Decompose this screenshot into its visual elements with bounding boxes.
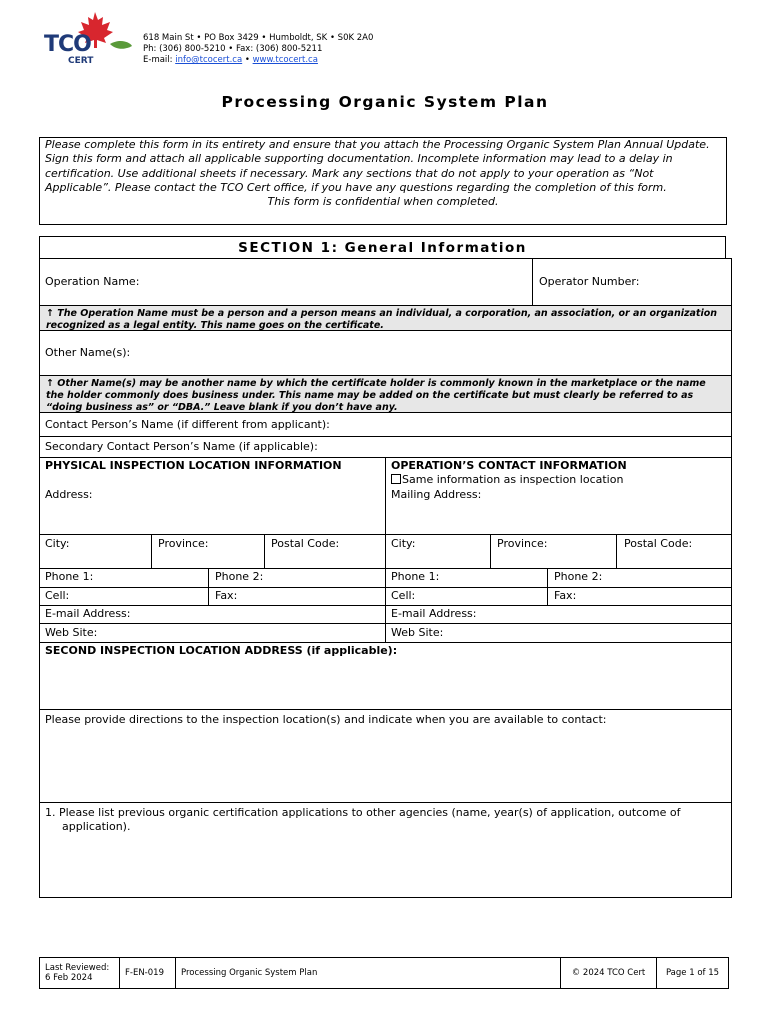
contact-person-label: Contact Person’s Name (if different from applicant):	[45, 418, 330, 431]
physical-phone1-label: Phone 1:	[45, 570, 94, 583]
org-address: 618 Main St • PO Box 3429 • Humboldt, SK • S0K 2A0	[143, 33, 374, 43]
section-1-heading: SECTION 1: General Information	[39, 236, 726, 258]
footer-form-code: F-EN-019	[120, 958, 176, 989]
physical-phone2-label: Phone 2:	[215, 570, 264, 583]
footer-reviewed-date: 6 Feb 2024	[45, 973, 93, 983]
footer-reviewed-label: Last Reviewed:	[45, 963, 110, 973]
mailing-fax-label: Fax:	[554, 589, 577, 602]
directions-label: Please provide directions to the inspection location(s) and indicate when you are available to contact:	[45, 713, 607, 726]
footer-reviewed	[40, 958, 120, 989]
operator-number-label: Operator Number:	[539, 275, 640, 288]
tco-cert-logo	[40, 10, 135, 80]
physical-location-heading: PHYSICAL INSPECTION LOCATION INFORMATION	[45, 459, 342, 472]
physical-website-label: Web Site:	[45, 626, 98, 639]
mailing-province-label: Province:	[497, 537, 548, 550]
org-phone: Ph: (306) 800-5210 • Fax: (306) 800-5211	[143, 44, 323, 54]
org-contact-info	[143, 33, 373, 66]
same-info-label: Same information as inspection location	[402, 473, 624, 486]
footer-page-number: Page 1 of 15	[657, 958, 729, 989]
same-info-checkbox[interactable]	[391, 474, 401, 484]
physical-fax-label: Fax:	[215, 589, 238, 602]
mailing-postal-label: Postal Code:	[624, 537, 693, 550]
contact-info-heading: OPERATION’S CONTACT INFORMATION	[391, 459, 627, 472]
mailing-address-label: Mailing Address:	[391, 488, 482, 501]
confidential-note: This form is confidential when completed.	[267, 195, 499, 209]
mailing-website-label: Web Site:	[391, 626, 444, 639]
other-names-field[interactable]	[39, 330, 732, 376]
other-names-label: Other Name(s):	[45, 346, 131, 359]
physical-cell-label: Cell:	[45, 589, 70, 602]
physical-province-label: Province:	[158, 537, 209, 550]
logo-text-tco: TCO	[44, 32, 91, 57]
separator: •	[244, 55, 250, 65]
address-label: Address:	[45, 488, 93, 501]
website-link[interactable]: www.tcocert.ca	[252, 55, 318, 65]
instructions-box	[39, 137, 727, 225]
page-title: Processing Organic System Plan	[221, 93, 549, 111]
operation-name-note: ↑ The Operation Name must be a person and a person means an individual, a corporation, an association, or an organization recognized as a legal entity. This name goes on the certificate.	[39, 305, 732, 331]
footer-doc-title: Processing Organic System Plan	[176, 958, 561, 989]
mailing-phone1-label: Phone 1:	[391, 570, 440, 583]
mailing-email-label: E-mail Address:	[391, 607, 477, 620]
email-label: E-mail:	[143, 55, 173, 65]
same-info-option[interactable]	[391, 473, 623, 486]
instructions-line-1: Please complete this form in its entirety and ensure that you attach the Processing Organic System Plan Annual Update.	[45, 138, 710, 151]
footer-copyright: © 2024 TCO Cert	[561, 958, 657, 989]
operation-name-label: Operation Name:	[45, 275, 140, 288]
mailing-phone2-label: Phone 2:	[554, 570, 603, 583]
mailing-cell-label: Cell:	[391, 589, 416, 602]
physical-postal-label: Postal Code:	[271, 537, 340, 550]
physical-city-label: City:	[45, 537, 70, 550]
email-link[interactable]: info@tcocert.ca	[175, 55, 243, 65]
page-footer	[39, 957, 729, 989]
secondary-contact-label: Secondary Contact Person’s Name (if applicable):	[45, 440, 318, 453]
previous-applications-question: 1. Please list previous organic certification applications to other agencies (name, year(s) of application, outcome of application).	[45, 806, 681, 833]
instructions-line-2: Sign this form and attach all applicable supporting documentation. Incomplete information may lead to a delay in certification. Use additional sheets if necessary. Mark any sections that do not apply to your operation as “Not Applicable”. Please contact the TCO Cert office, if you have any questions regarding the completion of this form.	[45, 152, 673, 194]
other-names-note: ↑ Other Name(s) may be another name by which the certificate holder is commonly known in the marketplace or the name the holder commonly does business under. This name may be added on the certificate but must clearly be referred to as “doing business as” or “DBA.” Leave blank if you don’t have any.	[39, 375, 732, 413]
physical-email-label: E-mail Address:	[45, 607, 131, 620]
org-email-line	[143, 55, 373, 66]
second-location-label: SECOND INSPECTION LOCATION ADDRESS (if applicable):	[45, 644, 398, 657]
mailing-city-label: City:	[391, 537, 416, 550]
logo-text-cert: CERT	[68, 56, 94, 66]
